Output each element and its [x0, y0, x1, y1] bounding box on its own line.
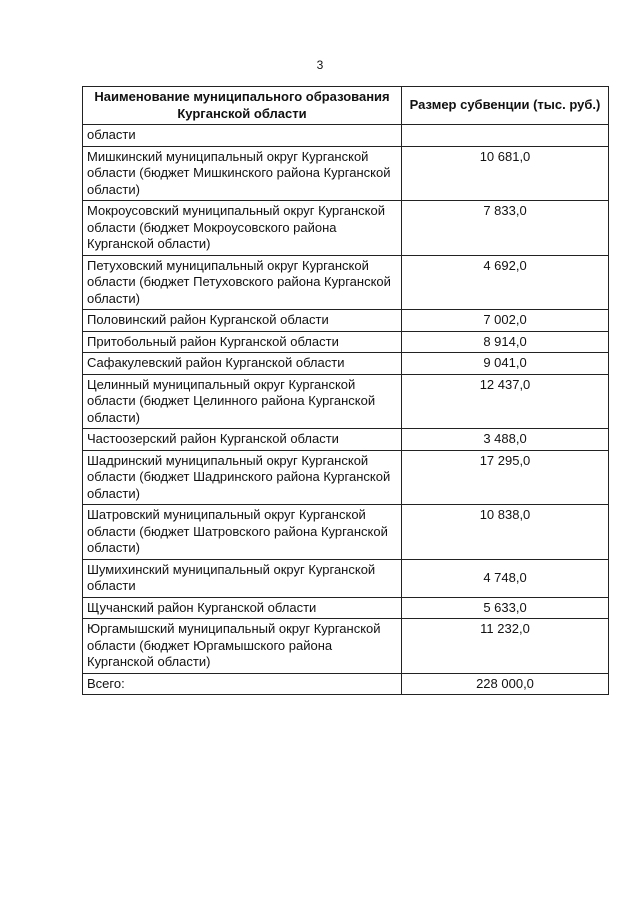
table-body: [83, 125, 609, 695]
total-row: [83, 673, 609, 695]
table-row: [83, 353, 609, 375]
subsidy-table: [82, 86, 609, 695]
table-row: [83, 331, 609, 353]
table-row: [83, 310, 609, 332]
municipality-cell: Частоозерский район Курганской области: [83, 429, 402, 451]
table-row: [83, 429, 609, 451]
municipality-cell: Шатровский муниципальный округ Курганской области (бюджет Шатровского района Курганской области): [83, 505, 402, 560]
amount-cell: 10 838,0: [402, 505, 609, 560]
municipality-cell: Сафакулевский район Курганской области: [83, 353, 402, 375]
total-amount: 228 000,0: [402, 673, 609, 695]
municipality-cell: Мокроусовский муниципальный округ Курганской области (бюджет Мокроусовского района Курганской области): [83, 201, 402, 256]
table-row: [83, 559, 609, 597]
table-row: [83, 146, 609, 201]
table-row: [83, 619, 609, 674]
table-row: [83, 374, 609, 429]
amount-cell: [402, 125, 609, 147]
table-row: [83, 450, 609, 505]
header-subsidy-amount: Размер субвенции (тыс. руб.): [402, 87, 609, 125]
amount-cell: 12 437,0: [402, 374, 609, 429]
table-row: [83, 125, 609, 147]
header-municipality: Наименование муниципального образования Курганской области: [83, 87, 402, 125]
amount-cell: 8 914,0: [402, 331, 609, 353]
amount-cell: 7 833,0: [402, 201, 609, 256]
municipality-cell: Притобольный район Курганской области: [83, 331, 402, 353]
amount-cell: 5 633,0: [402, 597, 609, 619]
municipality-cell: Петуховский муниципальный округ Курганской области (бюджет Петуховского района Курганской области): [83, 255, 402, 310]
municipality-cell: Шадринский муниципальный округ Курганской области (бюджет Шадринского района Курганской области): [83, 450, 402, 505]
amount-cell: 7 002,0: [402, 310, 609, 332]
amount-cell: 11 232,0: [402, 619, 609, 674]
table-row: [83, 201, 609, 256]
municipality-cell: Шумихинский муниципальный округ Курганской области: [83, 559, 402, 597]
table-row: [83, 505, 609, 560]
amount-cell: 4 692,0: [402, 255, 609, 310]
amount-cell: 3 488,0: [402, 429, 609, 451]
table-row: [83, 597, 609, 619]
table-row: [83, 255, 609, 310]
header-row: [83, 87, 609, 125]
municipality-cell: Половинский район Курганской области: [83, 310, 402, 332]
municipality-cell: области: [83, 125, 402, 147]
amount-cell: 4 748,0: [402, 559, 609, 597]
municipality-cell: Юргамышский муниципальный округ Курганской области (бюджет Юргамышского района Курганской области): [83, 619, 402, 674]
municipality-cell: Щучанский район Курганской области: [83, 597, 402, 619]
total-label: Всего:: [83, 673, 402, 695]
municipality-cell: Целинный муниципальный округ Курганской области (бюджет Целинного района Курганской области): [83, 374, 402, 429]
amount-cell: 9 041,0: [402, 353, 609, 375]
municipality-cell: Мишкинский муниципальный округ Курганской области (бюджет Мишкинского района Курганской области): [83, 146, 402, 201]
amount-cell: 17 295,0: [402, 450, 609, 505]
page-number: 3: [316, 58, 324, 72]
table-header: [83, 87, 609, 125]
amount-cell: 10 681,0: [402, 146, 609, 201]
